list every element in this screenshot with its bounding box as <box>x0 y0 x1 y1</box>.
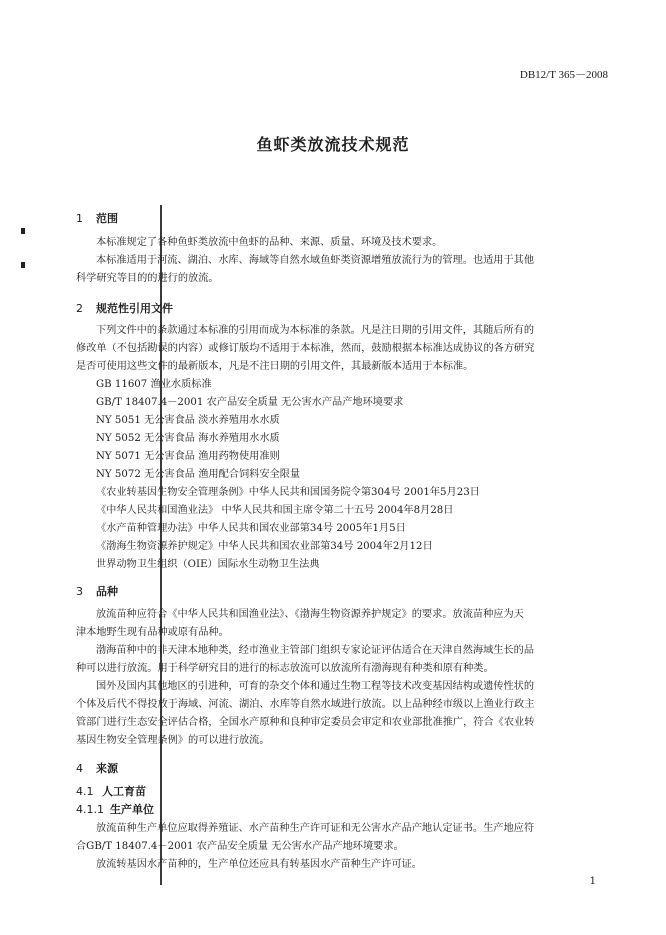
scan-mark <box>21 262 25 268</box>
section-3-para-3-line-3: 管部门进行生态安全评估合格，全国水产原种和良种审定委员会审定和农业部批准推广，符合《农业转 <box>76 717 535 728</box>
section-1-para-2-line-2: 科学研究等目的的进行的放流。 <box>76 273 219 284</box>
section-4-para-2: 放流转基因水产苗种的，生产单位还应具有转基因水产苗种生产许可证。 <box>96 859 422 870</box>
reference-item: 《水产苗种管理办法》中华人民共和国农业部第34号 2005年1月5日 <box>96 523 406 534</box>
reference-item: 《渤海生物资源养护规定》中华人民共和国农业部第34号 2004年2月12日 <box>96 541 433 552</box>
section-4-heading: 4 来源 <box>76 762 118 775</box>
subsection-4-1-heading: 4.1 人工育苗 <box>76 785 146 798</box>
reference-item: 世界动物卫生组织（OIE）国际水生动物卫生法典 <box>96 559 320 570</box>
section-4-para-1-line-1: 放流苗种生产单位应取得养殖证、水产苗种生产许可证和无公害水产品产地认定证书。生产地应符 <box>96 823 535 834</box>
page-number: 1 <box>589 876 596 887</box>
section-3-para-1-line-1: 放流苗种应符合《中华人民共和国渔业法》、《渤海生物资源养护规定》的要求。放流苗种应为天 <box>96 609 524 620</box>
section-3-heading: 3 品种 <box>76 585 118 598</box>
reference-item: NY 5051 无公害食品 淡水养殖用水水质 <box>96 415 280 426</box>
section-1-heading: 1 范围 <box>76 212 118 225</box>
subsection-4-1-1-heading: 4.1.1 生产单位 <box>76 803 154 816</box>
reference-item: NY 5052 无公害食品 海水养殖用水水质 <box>96 433 280 444</box>
section-3-para-3-line-2: 个体及后代不得投放于海域、河流、湖泊、水库等自然水域进行放流。以上品种经市级以上渔业行政主 <box>76 699 535 710</box>
section-2-intro-line-1: 下列文件中的条款通过本标准的引用而成为本标准的条款。凡是注日期的引用文件，其随后所有的 <box>96 325 535 336</box>
scan-mark <box>21 228 25 234</box>
reference-item: 《中华人民共和国渔业法》 中华人民共和国主席令第二十五号 2004年8月28日 <box>96 505 454 516</box>
section-3-para-3-line-1: 国外及国内其他地区的引进种，可育的杂交个体和通过生物工程等技术改变基因结构或遗传性状的 <box>96 681 535 692</box>
section-4-para-1-line-2: 合GB/T 18407.4－2001 农产品安全质量 无公害水产品产地环境要求。 <box>76 841 404 852</box>
section-2-intro-line-3: 是否可使用这些文件的最新版本，凡是不注日期的引用文件，其最新版本适用于本标准。 <box>76 361 474 372</box>
section-2-heading: 2 规范性引用文件 <box>76 302 173 315</box>
section-1-para-2-line-1: 本标准适用于河流、湖泊、水库、海域等自然水域鱼虾类资源增殖放流行为的管理。也适用于其他 <box>96 255 535 266</box>
reference-item: 《农业转基因生物安全管理条例》中华人民共和国国务院令第304号 2001年5月23日 <box>96 487 480 498</box>
section-1-para-1: 本标准规定了各种鱼虾类放流中鱼虾的品种、来源、质量、环境及技术要求。 <box>96 237 443 248</box>
section-3-para-1-line-2: 津本地野生现有品种或原有品种。 <box>76 627 229 638</box>
section-3-para-3-line-4: 基因生物安全管理条例》的可以进行放流。 <box>76 735 270 746</box>
standard-code: DB12/T 365－2008 <box>519 69 608 81</box>
reference-item: GB 11607 渔业水质标准 <box>96 379 212 390</box>
reference-item: NY 5072 无公害食品 渔用配合饲料安全限量 <box>96 469 301 480</box>
section-2-intro-line-2: 修改单（不包括勘误的内容）或修订版均不适用于本标准，然而，鼓励根据本标准达成协议的各方研究 <box>76 343 535 354</box>
section-3-para-2-line-2: 种可以进行放流。用于科学研究目的进行的标志放流可以放流所有渤海现有种类和原有种类。 <box>76 663 494 674</box>
section-3-para-2-line-1: 渤海苗种中的非天津本地种类，经市渔业主管部门组织专家论证评估适合在天津自然海域生长的品 <box>96 645 535 656</box>
document-title: 鱼虾类放流技术规范 <box>256 135 410 154</box>
reference-item: GB/T 18407.4－2001 农产品安全质量 无公害水产品产地环境要求 <box>96 397 404 408</box>
reference-item: NY 5071 无公害食品 渔用药物使用准则 <box>96 451 280 462</box>
